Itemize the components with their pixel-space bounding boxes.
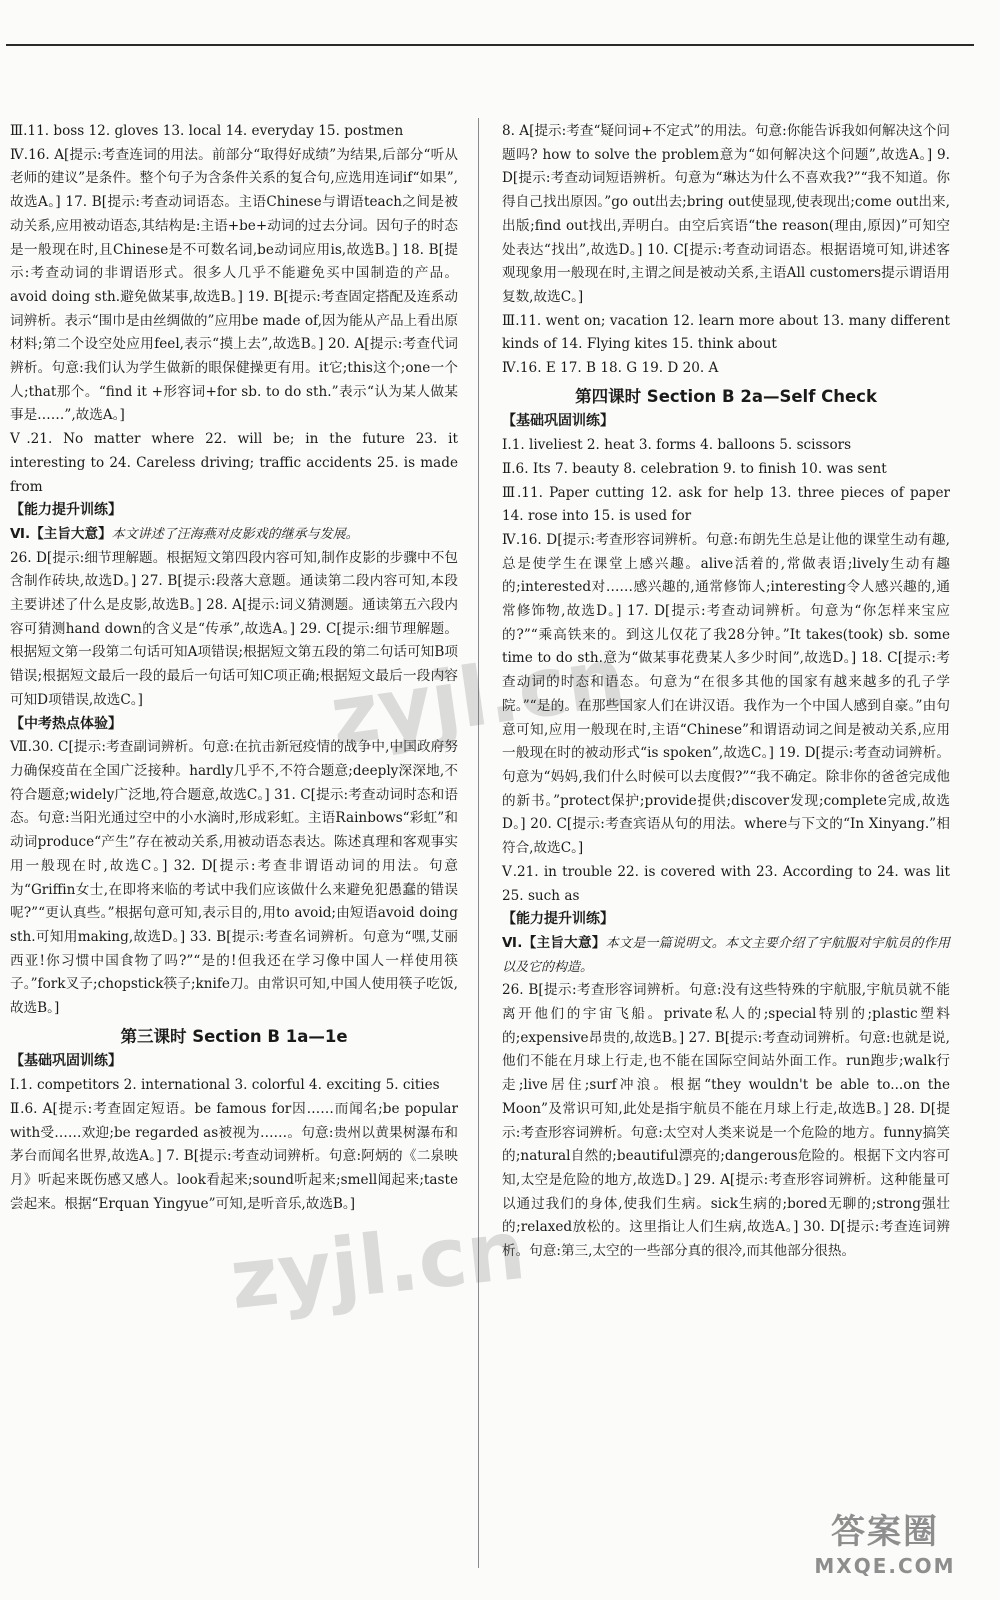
main-idea-tag: Ⅵ.【主旨大意】: [10, 525, 112, 542]
lesson-title: 第四课时 Section B 2a—Self Check: [575, 386, 877, 406]
answer-paragraph: [502, 932, 950, 1264]
section-heading: 【基础巩固训练】: [502, 413, 614, 430]
main-idea-tag: Ⅵ.【主旨大意】: [502, 934, 606, 951]
answer-paragraph: Ⅳ.16. A[提示:考查连词的用法。前部分“取得好成绩”为结果,后部分“听从老师的建议”是条件。整个句子为含条件关系的复合句,应选用连词if“如果”,故选A。] 17. B[提示:考查动词语态。主语Chinese与谓语teach之间是被动关系,应用被动语态,其结构是:主语+be+动词的过去分词。因句子的时态是一般现在时,且Chinese是不可数名词,be动词应用is,故选B。] 18. B[提示:考查动词的非谓语形式。很多人几乎不能避免买中国制造的产品。avoid doing sth.避免做某事,故选B。] 19. B[提示:考查固定搭配及连系动词辨析。表示“围巾是由丝绸做的”应用be made of,因为能从产品上看出原材料;第二个设空处应用feel,表示“摸上去”,故选B。] 20. A[提示:考查代词辨析。句意:我们认为学生做新的眼保健操更有用。it它;this这个;one一个人;that那个。“find it +形容词+for sb. to do sth.”表示“认为某人做某事是……”,故选A。]: [10, 146, 458, 424]
answer-text: 26. B[提示:考查形容词辨析。句意:没有这些特殊的宇航服,宇航员就不能离开他们的宇宙飞船。private私人的;special特别的;plastic塑料的;expensive昂贵的,故选B。] 27. B[提示:考查动词辨析。句意:也就是说,他们不能在月球上行走,也不能在国际空间站外面工作。run跑步;walk行走;live居住;surf冲浪。根据“they wouldn't be able to...on the Moon”及常识可知,此处是指宇航员不能在月球上行走,故选B。] 28. D[提示:考查形容词辨析。句意:太空对人类来说是一个危险的地方。funny搞笑的;natural自然的;beautiful漂亮的;dangerous危险的。根据下文内容可知,太空是危险的地方,故选D。] 29. A[提示:考查形容词辨析。这种能量可以通过我们的身体,使我们生病。sick生病的;bored无聊的;strong强壮的;relaxed放松的。这里指让人们生病,故选A。] 30. D[提示:考查连词辨析。句意:第三,太空的一些部分真的很冷,而其他部分很热。: [502, 982, 950, 1260]
main-idea-summary: 本文讲述了汪海燕对皮影戏的继承与发展。: [111, 526, 359, 542]
watermark-zyjl: zyjl.cn: [324, 629, 631, 766]
answer-paragraph: Ⅴ.21. No matter where 22. will be; in the future 23. it interesting to 24. Careless driving; traffic accidents 25. is made from: [10, 431, 458, 495]
logo-title: 答案圈: [831, 1512, 939, 1552]
answer-paragraph: Ⅳ.16. D[提示:考查形容词辨析。句意:布朗先生总是让他的课堂生动有趣,总是使学生在课堂上感兴趣。alive活着的,常做表语;lively生动有趣的;interested对……感兴趣的,通常修饰人;interesting令人感兴趣的,通常修饰物,故选D。] 17. D[提示:考查动词辨析。句意为“你怎样来宝应的?”“乘高铁来的。到这儿仅花了我28分钟。”It takes(took) sb. some time to do sth.意为“做某事花费某人多少时间”,故选D。] 18. C[提示:考查动词的时态和语态。句意为“在很多其他的国家有越来越多的孔子学院。”“是的。在那些国家人们在讲汉语。我作为一个中国人感到自豪。”由句意可知,应用一般现在时,主语“Chinese”和谓语动词之间是被动关系,应用一般现在时的被动形式“is spoken”,故选C。] 19. D[提示:考查动词辨析。句意为“妈妈,我们什么时候可以去度假?”“我不确定。除非你的爸爸完成他的新书。”protect保护;provide提供;discover发现;complete完成,故选D。] 20. C[提示:考查宾语从句的用法。where与下文的“In Xinyang.”相符合,故选C。]: [502, 531, 950, 857]
column-divider: [478, 118, 479, 1568]
left-column: [10, 120, 458, 1216]
top-rule: [6, 44, 974, 46]
answer-paragraph: Ⅰ.1. competitors 2. international 3. colorful 4. exciting 5. cities: [10, 1077, 440, 1094]
answer-paragraph: Ⅰ.1. liveliest 2. heat 3. forms 4. balloons 5. scissors: [502, 437, 852, 454]
right-column: [502, 120, 950, 1264]
section-heading: 【能力提升训练】: [10, 502, 122, 519]
answer-paragraph: Ⅴ.21. in trouble 22. is covered with 23. According to 24. was lit 25. such as: [502, 863, 950, 904]
answer-paragraph: Ⅲ.11. boss 12. gloves 13. local 14. everyday 15. postmen: [10, 123, 404, 139]
answer-paragraph: Ⅱ.6. A[提示:考查固定短语。be famous for因……而闻名;be popular with受……欢迎;be regarded as被视为……。句意:贵州以黄果树瀑布和茅台而闻名世界,故选A。] 7. B[提示:考查动词辨析。句意:阿炳的《二泉映月》听起来既伤感又感人。look看起来;sound听起来;smell闻起来;taste尝起来。根据“Erquan Yingyue”可知,是听音乐,故选B。]: [10, 1100, 458, 1212]
section-heading: 【基础巩固训练】: [10, 1053, 122, 1070]
answer-paragraph: Ⅶ.30. C[提示:考查副词辨析。句意:在抗击新冠疫情的战争中,中国政府努力确保疫苗在全国广泛接种。hardly几乎不,不符合题意;deeply深深地,不符合题意;widely广泛地,符合题意,故选C。] 31. C[提示:考查动词时态和语态。句意:当阳光通过空中的小水滴时,形成彩虹。主语Rainbows“彩虹”和动词produce“产生”存在被动关系,用被动语态表达。陈述真理和客观事实用一般现在时,故选C。] 32. D[提示:考查非谓语动词的用法。句意为“Griffin女士,在即将来临的考试中我们应该做什么来避免犯愚蠢的错误呢?”“更认真些。”根据句意可知,表示目的,用to avoid;由短语avoid doing sth.可知用making,故选D。] 33. B[提示:考查名词辨析。句意为“嘿,艾丽西亚!你习惯中国食物了吗?”“是的!但我还在学习像中国人一样使用筷子。”fork叉子;chopstick筷子;knife刀。由常识可知,中国人使用筷子吃饭,故选B。]: [10, 739, 458, 1017]
lesson-title: 第三课时 Section B 1a—1e: [120, 1026, 348, 1046]
answer-paragraph: [10, 523, 458, 713]
section-heading: 【能力提升训练】: [502, 911, 614, 928]
main-idea-summary: 本文是一篇说明文。本文主要介绍了宇航服对宇航员的作用以及它的构造。: [502, 935, 950, 975]
section-heading: 【中考热点体验】: [10, 715, 122, 732]
answer-paragraph: Ⅱ.6. Its 7. beauty 8. celebration 9. to finish 10. was sent: [502, 460, 887, 477]
site-logo: [800, 1510, 970, 1590]
answer-paragraph: Ⅲ.11. Paper cutting 12. ask for help 13. three pieces of paper 14. rose into 15. is used for: [502, 484, 950, 525]
answer-text: 26. D[提示:细节理解题。根据短文第四段内容可知,制作皮影的步骤中不包含制作砖块,故选D。] 27. B[提示:段落大意题。通读第二段内容可知,本段主要讲述了什么是皮影,故选B。] 28. A[提示:词义猜测题。通读第五六段内容可猜测hand down的含义是“传承”,故选A。] 29. C[提示:细节理解题。根据短文第一段第二句话可知A项错误;根据短文第五段的第二句话可知B项错误;根据短文最后一段的最后一句话可知C项正确;根据短文最后一段内容可知D项错误,故选C。]: [10, 549, 458, 708]
answer-paragraph: 8. A[提示:考查“疑问词+不定式”的用法。句意:你能告诉我如何解决这个问题吗? how to solve the problem意为“如何解决这个问题”,故选A。] 9. D[提示:考查动词短语辨析。句意为“琳达为什么不喜欢我?”“我不知道。你得自己找出原因。”go out出去;bring out使显现,使表现出;come out出来,出版;find out找出,弄明白。由空后宾语“the reason(理由,原因)”可知空处表达“找出”,故选D。] 10. C[提示:考查动词语态。根据语境可知,讲述客观现象用一般现在时,主谓之间是被动关系,主语All customers提示谓语用复数,故选C。]: [502, 123, 950, 305]
answer-paragraph: Ⅳ.16. E 17. B 18. G 19. D 20. A: [502, 360, 719, 377]
answer-paragraph: Ⅲ.11. went on; vacation 12. learn more about 13. many different kinds of 14. Flying kites 15. think about: [502, 312, 950, 353]
watermark-zyjl: zyjl.cn: [225, 1202, 530, 1329]
logo-url: MXQE.COM: [814, 1554, 956, 1578]
